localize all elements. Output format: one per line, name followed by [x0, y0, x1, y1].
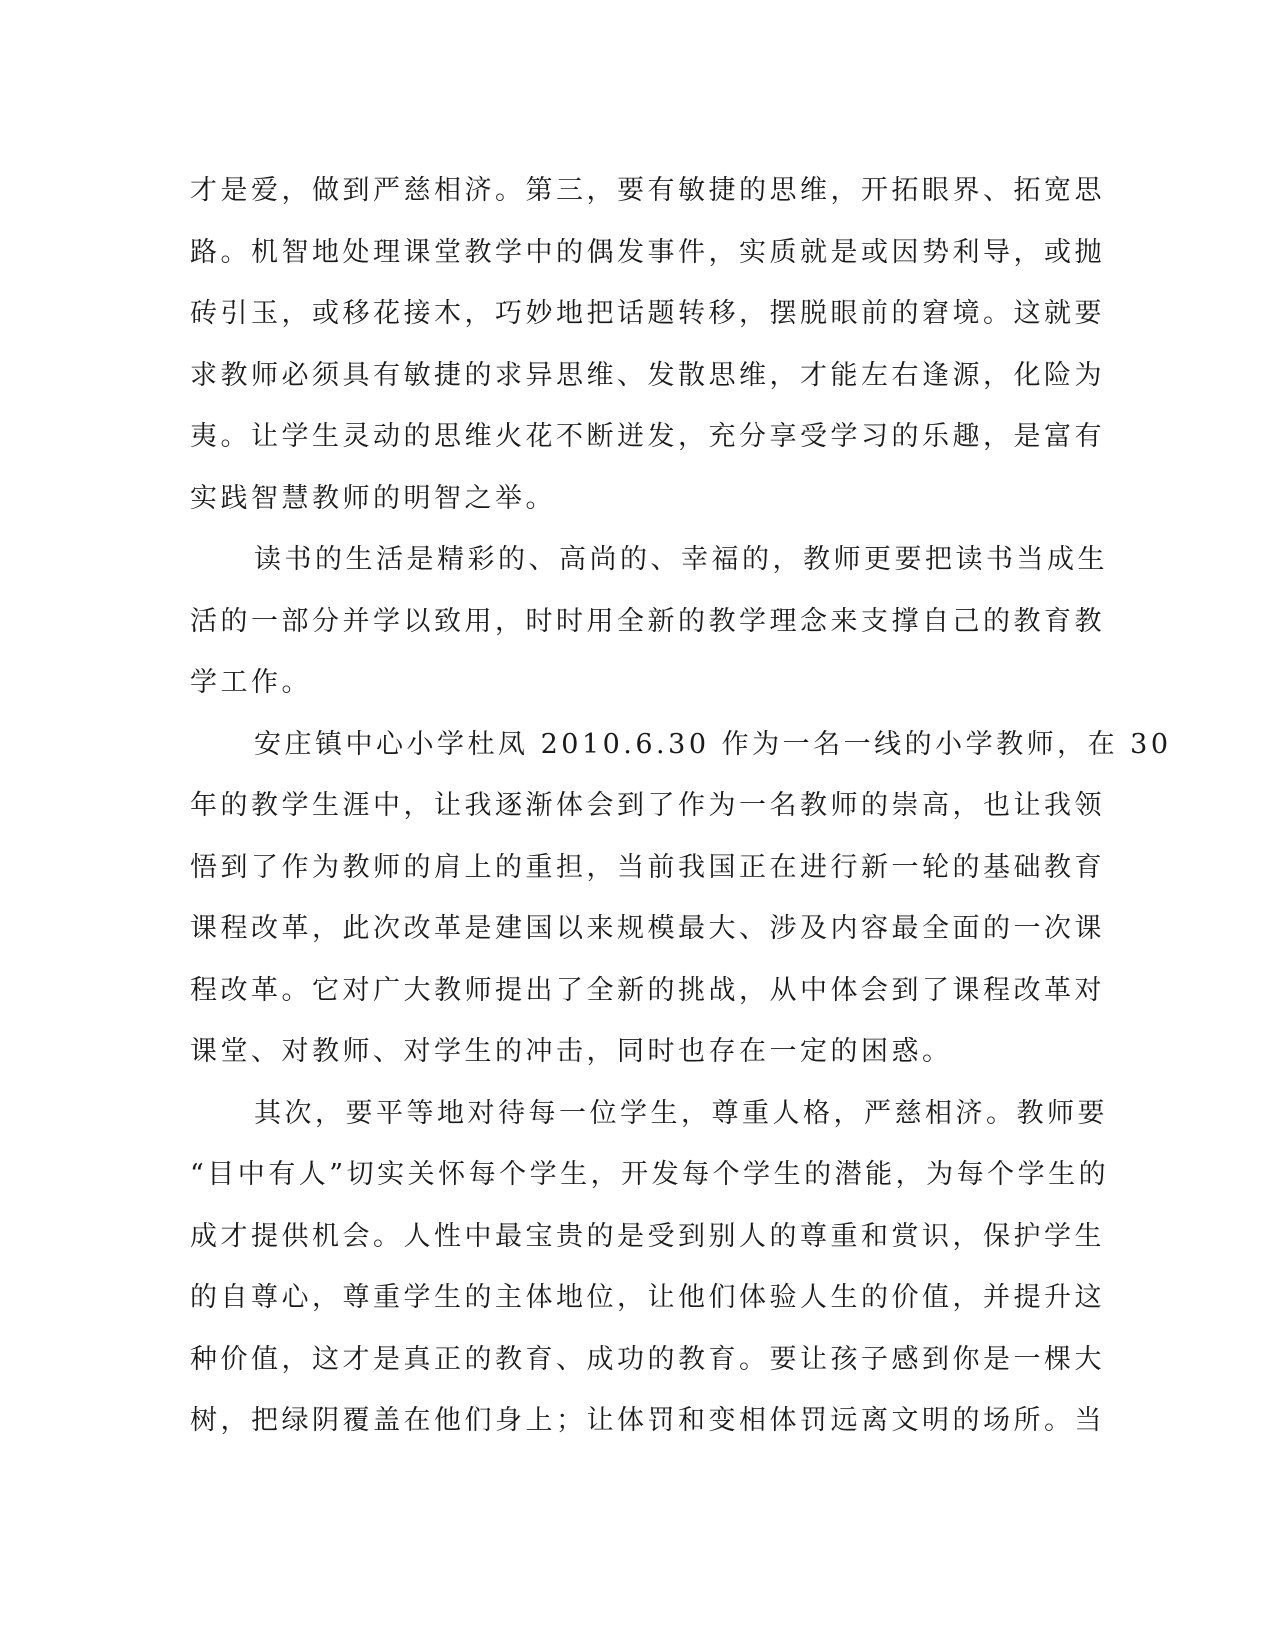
- text-line: 夷。让学生灵动的思维火花不断迸发，充分享受学习的乐趣，是富有: [190, 421, 1105, 452]
- text-line: 种价值，这才是真正的教育、成功的教育。要让孩子感到你是一棵大: [190, 1343, 1105, 1375]
- text-line: 砖引玉，或移花接木，巧妙地把话题转移，摆脱眼前的窘境。这就要: [190, 298, 1105, 329]
- text-line: 课程改革，此次改革是建国以来规模最大、涉及内容最全面的一次课: [190, 913, 1105, 944]
- text-line: 年的教学生涯中，让我逐渐体会到了作为一名教师的崇高，也让我领: [190, 790, 1105, 821]
- text-line: 课堂、对教师、对学生的冲击，同时也存在一定的困惑。: [190, 1036, 953, 1067]
- text-line: 学工作。: [190, 667, 312, 698]
- text-line: 成才提供机会。人性中最宝贵的是受到别人的尊重和赏识，保护学生: [190, 1220, 1105, 1252]
- paragraph-first-line: 读书的生活是精彩的、高尚的、幸福的，教师更要把读书当成生: [254, 544, 1108, 575]
- text-line: 才是爱，做到严慈相济。第三，要有敏捷的思维，开拓眼界、拓宽思: [190, 175, 1105, 206]
- text-line: 的自尊心，尊重学生的主体地位，让他们体验人生的价值，并提升这: [190, 1282, 1105, 1313]
- text-line: 树，把绿阴覆盖在他们身上；让体罚和变相体罚远离文明的场所。当: [190, 1405, 1105, 1436]
- text-line: 求教师必须具有敏捷的求异思维、发散思维，才能左右逢源，化险为: [190, 359, 1105, 391]
- paragraph-first-line: 安庄镇中心小学杜凤 2010.6.30 作为一名一线的小学教师，在 30: [254, 728, 1172, 760]
- text-line: 悟到了作为教师的肩上的重担，当前我国正在进行新一轮的基础教育: [190, 851, 1105, 883]
- text-line: 程改革。它对广大教师提出了全新的挑战，从中体会到了课程改革对: [190, 974, 1105, 1006]
- text-line: 活的一部分并学以致用，时时用全新的教学理念来支撑自己的教育教: [190, 605, 1105, 637]
- text-line: 路。机智地处理课堂教学中的偶发事件，实质就是或因势利导，或抛: [190, 236, 1105, 268]
- paragraph-first-line: 其次，要平等地对待每一位学生，尊重人格，严慈相济。教师要: [254, 1097, 1108, 1129]
- body-text: [190, 160, 1172, 1452]
- text-line: “目中有人”切实关怀每个学生，开发每个学生的潜能，为每个学生的: [190, 1159, 1110, 1190]
- text-line: 实践智慧教师的明智之举。: [190, 482, 556, 514]
